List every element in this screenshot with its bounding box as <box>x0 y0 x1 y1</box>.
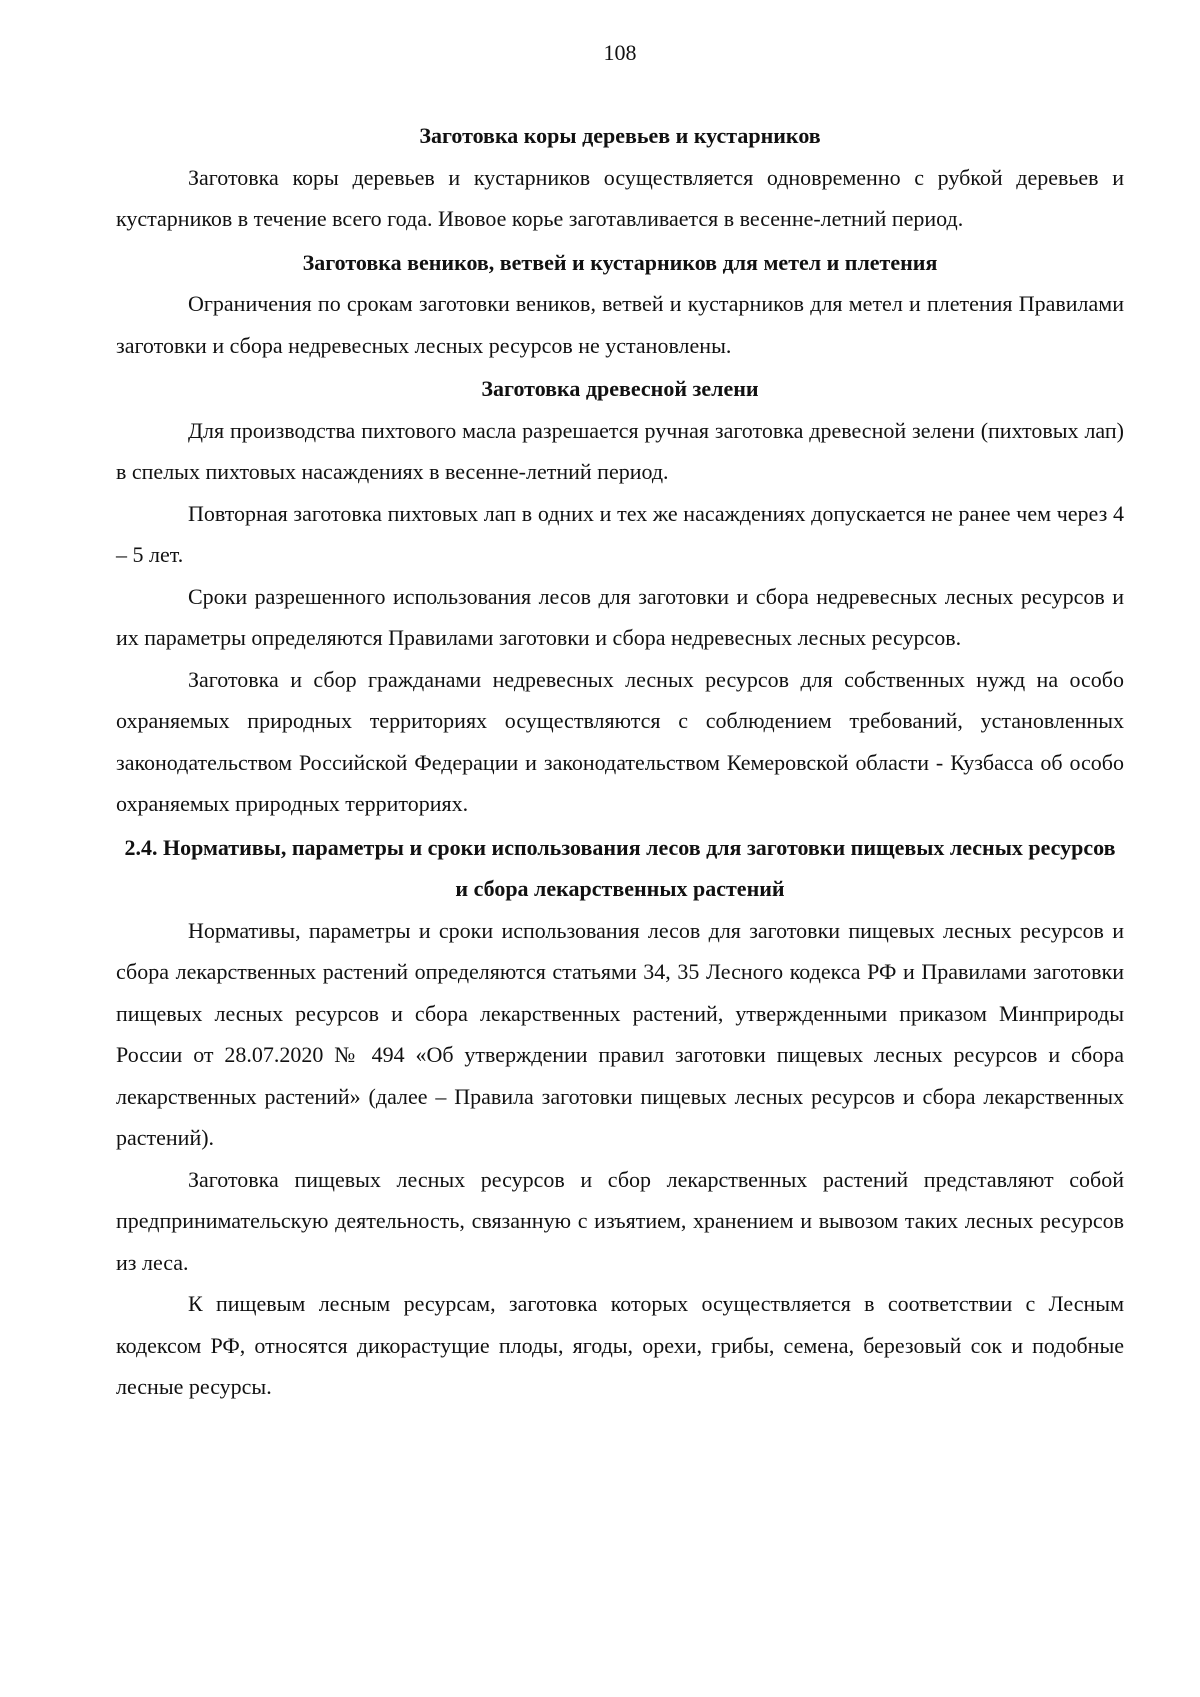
paragraph: Ограничения по срокам заготовки веников, ветвей и кустарников для метел и плетения Правилами заготовки и сбора недревесных лесных ресурсов не установлены. <box>116 291 1124 358</box>
paragraph: Заготовка и сбор гражданами недревесных лесных ресурсов для собственных нужд на особо охраняемых природных территориях осуществляются с соблюдением требований, установленных законодательством Российской Федерации и законодательством Кемеровской области - Кузбасса об особо охраняемых природных территориях. <box>116 666 1124 816</box>
paragraph: Нормативы, параметры и сроки использования лесов для заготовки пищевых лесных ресурсов и сбора лекарственных растений определяются статьями 34, 35 Лесного кодекса РФ и Правилами заготовки пищевых лесных ресурсов и сбора лекарственных растений, утвержденными приказом Минприроды России от 28.07.2020 № 494 «Об утверждении правил заготовки пищевых лесных ресурсов и сбора лекарственных растений» (далее – Правила заготовки пищевых лесных ресурсов и сбора лекарственных растений). <box>116 917 1124 1150</box>
paragraph: Заготовка пищевых лесных ресурсов и сбор лекарственных растений представляют собой предпринимательскую деятельность, связанную с изъятием, хранением и вывозом таких лесных ресурсов из леса. <box>116 1166 1124 1275</box>
page-number: 108 <box>603 40 637 65</box>
paragraph: К пищевым лесным ресурсам, заготовка которых осуществляется в соответствии с Лесным кодексом РФ, относятся дикорастущие плоды, ягоды, орехи, грибы, семена, березовый сок и подобные лесные ресурсы. <box>116 1291 1124 1399</box>
page-content <box>116 113 1124 1408</box>
heading-greenery-harvesting: Заготовка древесной зелени <box>481 376 759 401</box>
paragraph: Сроки разрешенного использования лесов для заготовки и сбора недревесных лесных ресурсов и их параметры определяются Правилами заготовки и сбора недревесных лесных ресурсов. <box>116 583 1124 650</box>
paragraph: Заготовка коры деревьев и кустарников осуществляется одновременно с рубкой деревьев и кустарников в течение всего года. Ивовое корье заготавливается в весенне-летний период. <box>116 164 1124 231</box>
section-heading-2-4: 2.4. Нормативы, параметры и сроки использования лесов для заготовки пищевых лесных ресурсов и сбора лекарственных растений <box>124 834 1116 901</box>
paragraph: Для производства пихтового масла разрешается ручная заготовка древесной зелени (пихтовых лап) в спелых пихтовых насаждениях в весенне-летний период. <box>116 417 1124 484</box>
heading-bark-harvesting: Заготовка коры деревьев и кустарников <box>419 123 821 148</box>
heading-brooms-harvesting: Заготовка веников, ветвей и кустарников для метел и плетения <box>302 249 938 275</box>
paragraph: Повторная заготовка пихтовых лап в одних и тех же насаждениях допускается не ранее чем через 4 – 5 лет. <box>116 500 1124 567</box>
